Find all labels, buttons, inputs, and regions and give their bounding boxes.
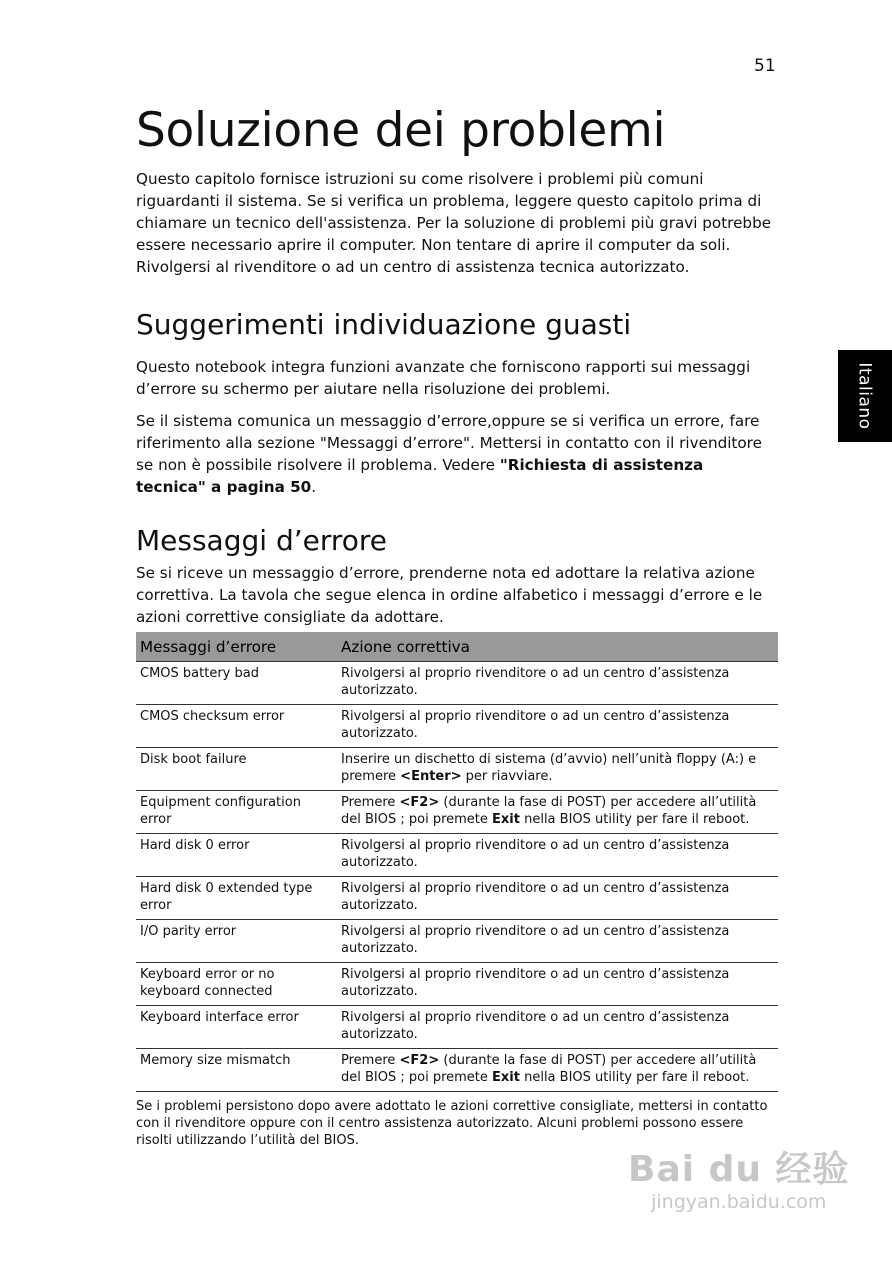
page-content	[136, 100, 778, 1149]
page-title: Soluzione dei problemi	[136, 103, 666, 158]
table-row	[136, 662, 778, 705]
error-message-cell: Memory size mismatch	[136, 1049, 337, 1092]
page-number: 51	[754, 56, 776, 76]
action-text: (durante la fase di POST) per accedere all’utilità del BIOS ; poi premete	[341, 1053, 757, 1085]
action-cell: Rivolgersi al proprio rivenditore o ad un centro d’assistenza autorizzato.	[337, 877, 778, 920]
action-cell: Rivolgersi al proprio rivenditore o ad un centro d’assistenza autorizzato.	[337, 920, 778, 963]
action-text: nella BIOS utility per fare il reboot.	[519, 1070, 750, 1085]
action-cell	[337, 748, 778, 791]
table-row	[136, 1006, 778, 1049]
key-exit: Exit	[492, 1070, 520, 1085]
key-enter: <Enter>	[400, 769, 462, 784]
footer-note: Se i problemi persistono dopo avere adottato le azioni correttive consigliate, mettersi in contatto con il rivenditore oppure con il centro assistenza autorizzato. Alcuni problemi possono essere risolti utilizzando l’utilità del BIOS.	[136, 1099, 768, 1148]
table-row	[136, 748, 778, 791]
watermark-brand: Bai du 经验	[628, 1149, 850, 1190]
action-text: Premere	[341, 795, 400, 810]
language-side-tab	[838, 350, 892, 442]
action-cell: Rivolgersi al proprio rivenditore o ad un centro d’assistenza autorizzato.	[337, 963, 778, 1006]
table-row	[136, 834, 778, 877]
error-message-cell: Keyboard error or no keyboard connected	[136, 963, 337, 1006]
table-row	[136, 791, 778, 834]
error-message-cell: Disk boot failure	[136, 748, 337, 791]
key-exit: Exit	[492, 812, 520, 827]
cross-reference-link[interactable]: "Richiesta di assistenza tecnica" a pagina 50	[136, 456, 704, 496]
table-header-row	[136, 632, 778, 662]
action-text: per riavviare.	[461, 769, 553, 784]
intro-paragraph: Questo capitolo fornisce istruzioni su come risolvere i problemi più comuni riguardanti il sistema. Se si verifica un problema, leggere questo capitolo prima di chiamare un tecnico dell'assistenza. Per la soluzione di problemi più gravi potrebbe essere necessario aprire il computer. Non tentare di aprire il computer da soli. Rivolgersi al rivenditore o ad un centro di assistenza tecnica autorizzato.	[136, 170, 772, 276]
error-messages-intro: Se si riceve un messaggio d’errore, prenderne nota ed adottare la relativa azione correttiva. La tavola che segue elenca in ordine alfabetico i messaggi d’errore e le azioni correttive consigliate da adottare.	[136, 564, 763, 626]
baidu-watermark	[628, 1150, 850, 1214]
troubleshooting-end: .	[311, 478, 317, 496]
error-message-cell: Equipment configuration error	[136, 791, 337, 834]
error-message-cell: CMOS battery bad	[136, 662, 337, 705]
language-tab-label: Italiano	[855, 362, 876, 430]
watermark-url: jingyan.baidu.com	[651, 1191, 827, 1213]
section-heading-error-messages: Messaggi d’errore	[136, 524, 388, 557]
table-row	[136, 963, 778, 1006]
table-row	[136, 1049, 778, 1092]
table-row	[136, 877, 778, 920]
action-cell: Rivolgersi al proprio rivenditore o ad un centro d’assistenza autorizzato.	[337, 705, 778, 748]
error-message-cell: CMOS checksum error	[136, 705, 337, 748]
key-f2: <F2>	[399, 795, 440, 810]
troubleshooting-paragraph-1: Questo notebook integra funzioni avanzate che forniscono rapporti sui messaggi d’errore su schermo per aiutare nella risoluzione dei problemi.	[136, 358, 751, 398]
action-cell: Rivolgersi al proprio rivenditore o ad un centro d’assistenza autorizzato.	[337, 834, 778, 877]
action-cell	[337, 1049, 778, 1092]
action-cell: Rivolgersi al proprio rivenditore o ad un centro d’assistenza autorizzato.	[337, 662, 778, 705]
section-heading-troubleshooting: Suggerimenti individuazione guasti	[136, 308, 632, 341]
action-text: (durante la fase di POST) per accedere all’utilità del BIOS ; poi premete	[341, 795, 757, 827]
action-cell: Rivolgersi al proprio rivenditore o ad un centro d’assistenza autorizzato.	[337, 1006, 778, 1049]
error-message-cell: Hard disk 0 error	[136, 834, 337, 877]
error-message-cell: Keyboard interface error	[136, 1006, 337, 1049]
troubleshooting-paragraph-2	[136, 410, 778, 498]
action-text: Inserire un dischetto di sistema (d’avvio) nell’unità floppy (A:) e premere	[341, 752, 757, 784]
action-text: Premere	[341, 1053, 400, 1068]
error-message-cell: Hard disk 0 extended type error	[136, 877, 337, 920]
troubleshooting-text: Se il sistema comunica un messaggio d’errore,oppure se si verifica un errore, fare riferimento alla sezione "Messaggi d’errore". Mettersi in contatto con il rivenditore se non è possibile risolvere il problema. Vedere	[136, 412, 762, 474]
table-row	[136, 705, 778, 748]
table-row	[136, 920, 778, 963]
action-text: nella BIOS utility per fare il reboot.	[519, 812, 750, 827]
key-f2: <F2>	[399, 1053, 440, 1068]
action-cell	[337, 791, 778, 834]
error-message-cell: I/O parity error	[136, 920, 337, 963]
error-messages-table	[136, 632, 778, 1092]
column-header-message: Messaggi d’errore	[136, 632, 337, 662]
column-header-action: Azione correttiva	[337, 632, 778, 662]
